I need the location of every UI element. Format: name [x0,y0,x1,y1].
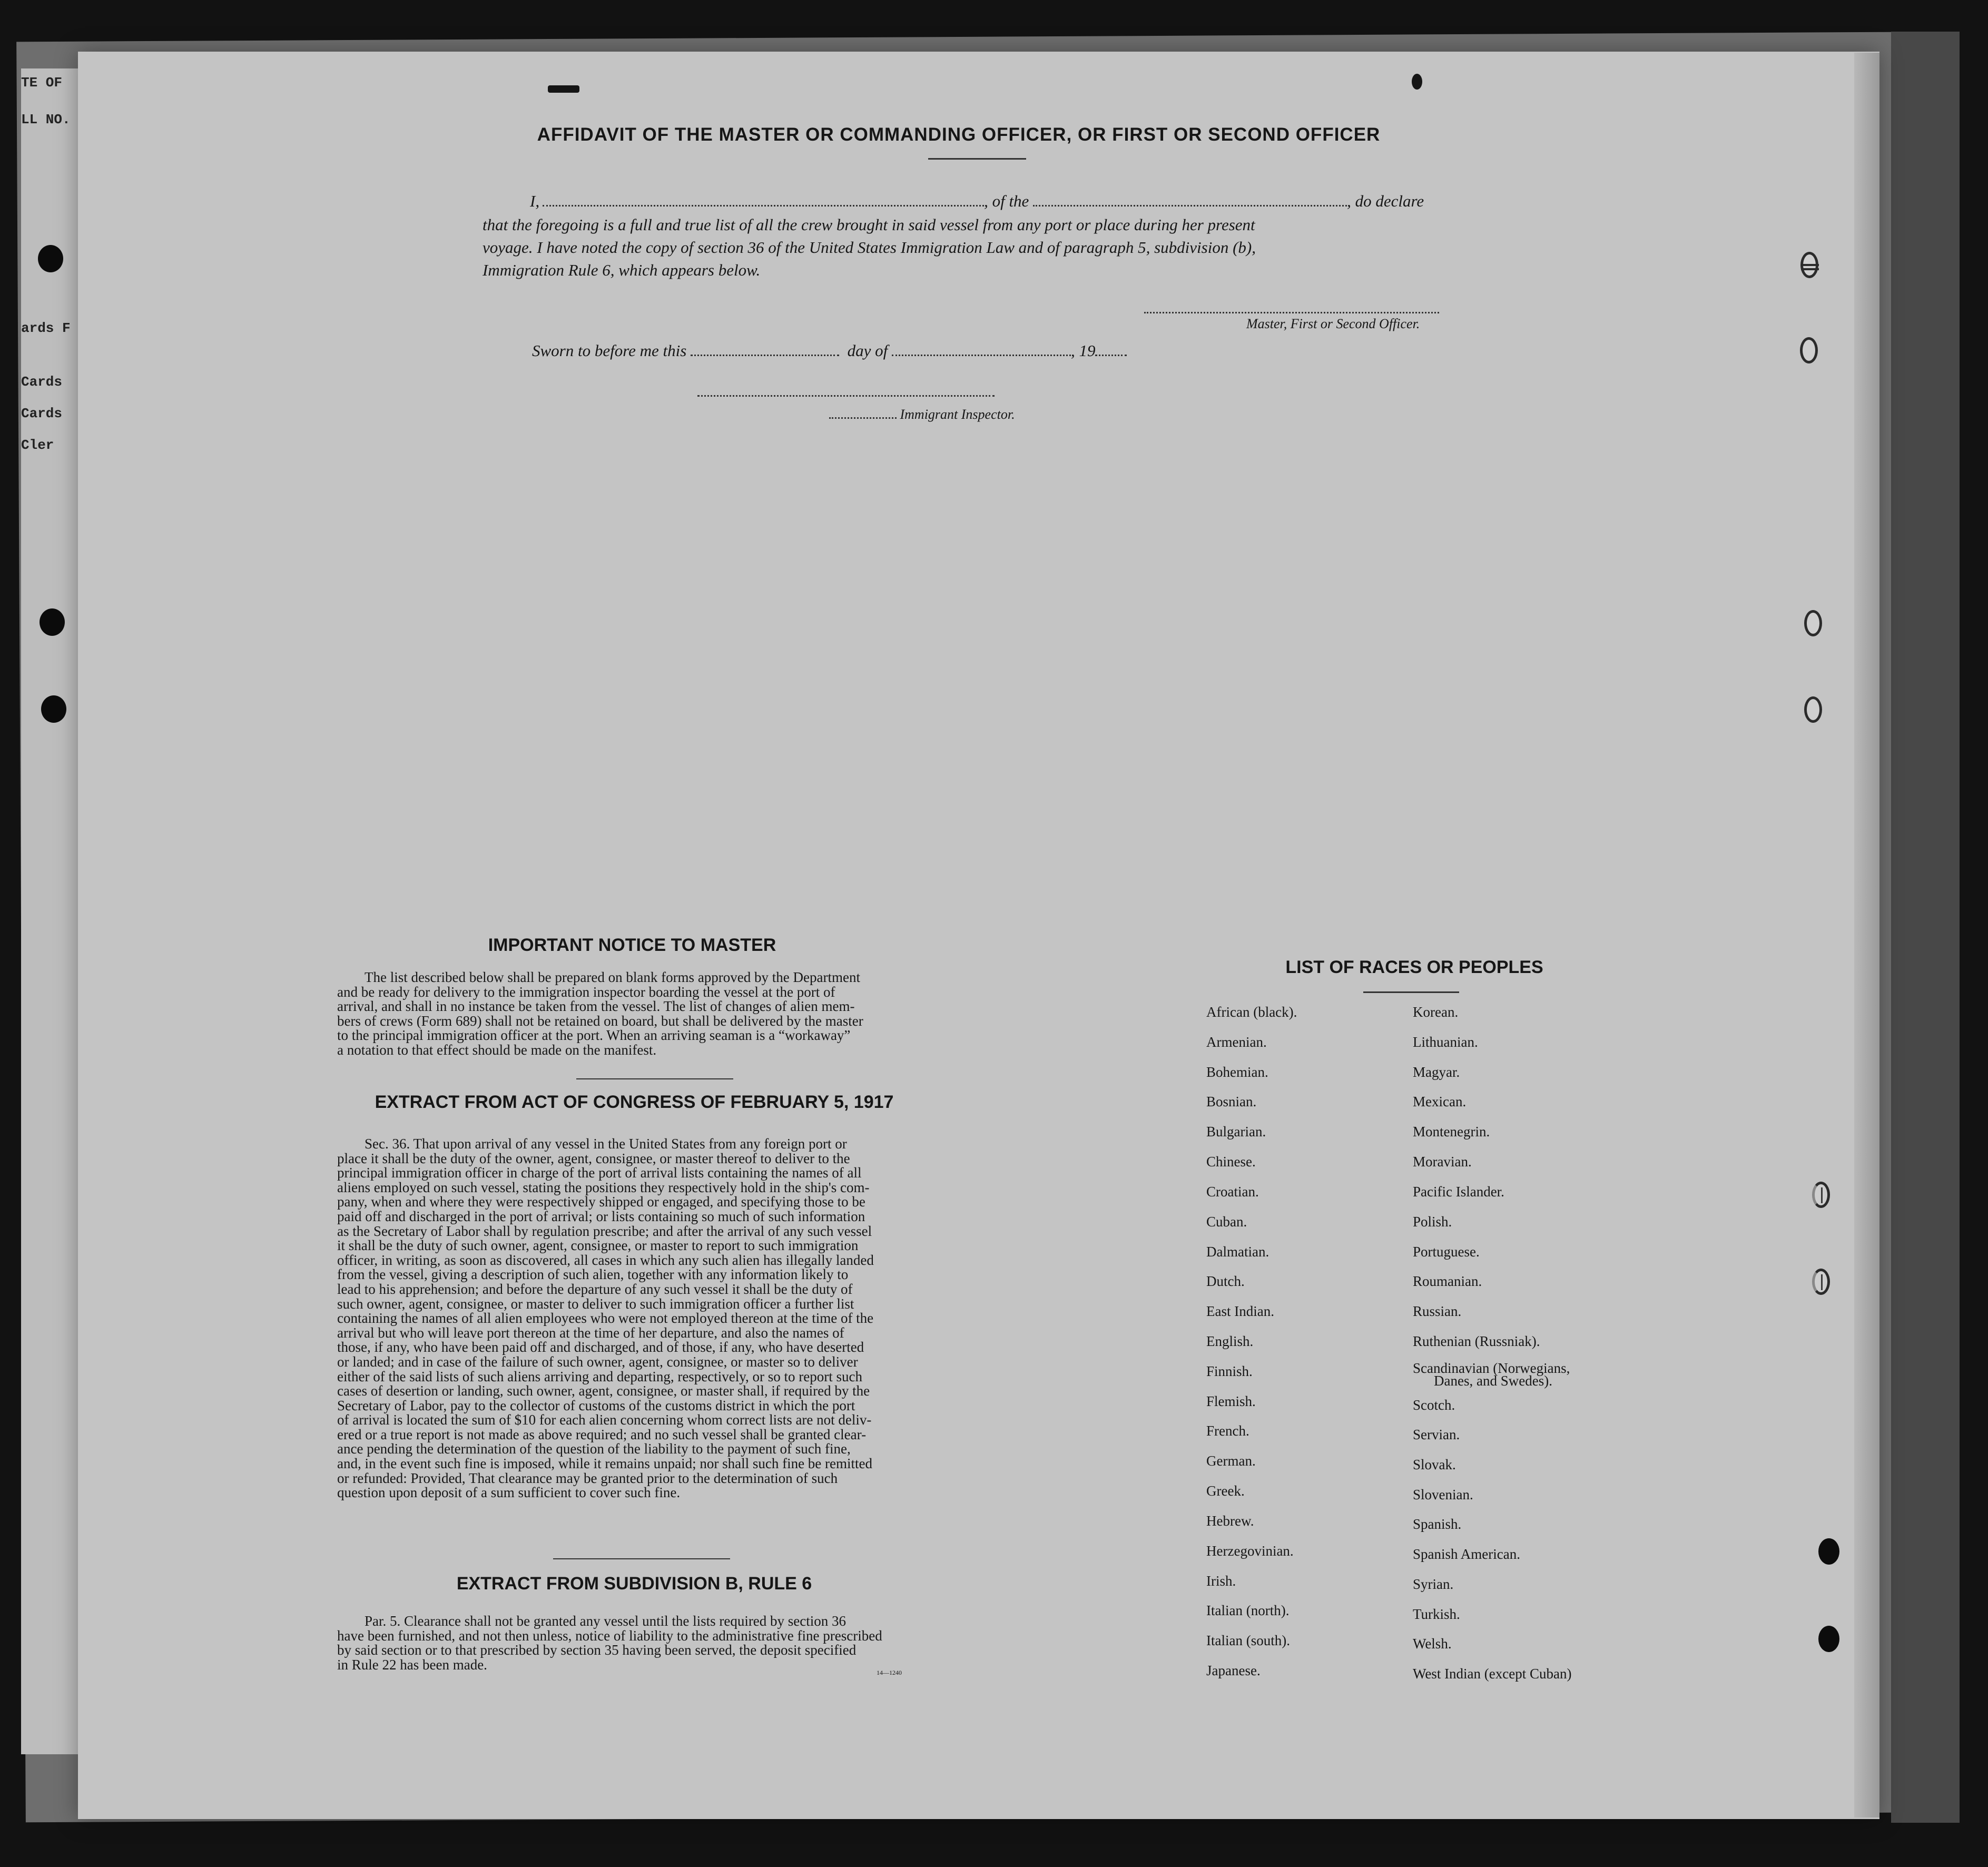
declare-label: , do declare [1347,192,1424,210]
rule6-line: have been furnished, and not then unless, notice of liability to the administrative fine prescribed [337,1627,882,1644]
act-line: it shall be the duty of such owner, agent, consignee, or master to report to such immigration [337,1237,859,1254]
ring-hole [1818,1538,1839,1565]
race-item: Pacific Islander. [1413,1184,1504,1200]
act-line: Secretary of Labor, pay to the collector of customs of the customs district in which the port [337,1397,855,1413]
declarant-name-blank [543,203,984,207]
act-line: as the Secretary of Labor shall by regulation prescribe; and after the arrival of any such vessel [337,1223,872,1239]
race-item: West Indian (except Cuban) [1413,1666,1572,1682]
race-item: Hebrew. [1206,1513,1254,1529]
race-item: Japanese. [1206,1663,1261,1678]
race-item: Bohemian. [1206,1064,1268,1080]
binder-strip [1891,32,1960,1823]
declaration-line-2: that the foregoing is a full and true list of all the crew brought in said vessel from any port or place during her present [483,215,1255,234]
ring-hole [1812,1269,1830,1295]
race-item: Spanish. [1413,1516,1462,1532]
act-line: or refunded: Provided, That clearance may be granted prior to the determination of such [337,1470,838,1486]
declaration-line-4: Immigration Rule 6, which appears below. [483,261,761,279]
race-item: Italian (south). [1206,1633,1290,1648]
ink-blot [548,85,579,93]
master-signature-caption: Master, First or Second Officer. [1246,316,1420,331]
month-blank [892,352,1071,356]
race-item: Bosnian. [1206,1094,1257,1109]
race-item: Herzegovinian. [1206,1543,1294,1559]
race-item: Italian (north). [1206,1603,1290,1618]
inspector-caption: Immigrant Inspector. [829,407,1015,422]
declaration-line-3: voyage. I have noted the copy of section 36 of the United States Immigration Law and of paragraph 5, subdivision (b), [483,238,1256,257]
race-item: Russian. [1413,1303,1462,1319]
race-item: Ruthenian (Russniak). [1413,1333,1540,1349]
edge-text: LL NO. [21,112,71,127]
act-line: paid off and discharged in the port of arrival; or lists containing so much of such information [337,1208,865,1224]
race-item: Bulgarian. [1206,1124,1266,1139]
race-item: French. [1206,1423,1249,1439]
race-item: Welsh. [1413,1636,1452,1652]
act-line: pany, when and where they were respectively shipped or engaged, and specifying those to be [337,1194,865,1210]
punch-hole [41,695,66,723]
races-title: LIST OF RACES OR PEOPLES [1285,957,1543,977]
act-line: lead to his apprehension; and before the departure of any such vessel it shall be the duty of [337,1281,853,1297]
edge-text: Cler [21,437,54,453]
notice-line: arrival, and shall in no instance be taken from the vessel. The list of changes of alien mem- [337,998,855,1015]
race-item: East Indian. [1206,1303,1274,1319]
race-item: Syrian. [1413,1576,1454,1592]
year-blank [1095,352,1127,356]
race-item: English. [1206,1333,1254,1349]
year-label: , 19 [1070,341,1096,360]
race-item: Montenegrin. [1413,1124,1490,1139]
vessel-name-blank [1033,203,1347,207]
act-line: principal immigration officer in charge of the port of arrival lists containing the names of all [337,1165,862,1181]
act-line: Sec. 36. That upon arrival of any vessel in the United States from any foreign port or [365,1136,847,1152]
inspector-signature-line [697,393,995,397]
race-item: Turkish. [1413,1606,1460,1622]
act-line: ance pending the determination of the question of the liability to the payment of such fine, [337,1441,851,1457]
act-line: cases of desertion or landing, such owner, agent, consignee, or master shall, if required by the [337,1383,870,1399]
ring-hole [1812,1182,1830,1208]
act-line: aliens employed on such vessel, stating the positions they respectively hold in the ship's com- [337,1179,870,1195]
ring-hole [1800,252,1818,278]
race-item: Moravian. [1413,1154,1472,1170]
edge-card [21,68,86,1754]
notice-title: IMPORTANT NOTICE TO MASTER [488,935,776,955]
act-line: question upon deposit of a sum sufficient to cover such fine. [337,1485,681,1501]
punch-hole [40,608,65,636]
notice-line: and be ready for delivery to the immigration inspector boarding the vessel at the port of [337,984,835,1000]
race-item: Korean. [1413,1004,1459,1020]
race-item: Greek. [1206,1483,1245,1499]
race-item: Armenian. [1206,1034,1267,1050]
race-item: Dutch. [1206,1273,1245,1289]
act-line: those, if any, who have been paid off and discharged, and of those, if any, who have deserted [337,1339,864,1355]
race-item: Roumanian. [1413,1273,1482,1289]
race-item: Flemish. [1206,1393,1256,1409]
act-line: ered or a true report is not made as above required; and no such vessel shall be granted clear- [337,1426,867,1442]
declarant-label: I, [530,192,540,210]
race-item: German. [1206,1453,1256,1469]
master-signature-line [1144,310,1439,313]
race-item: Lithuanian. [1413,1034,1478,1050]
page-edge [1854,53,1879,1817]
notice-line: to the principal immigration officer at the port. When an arriving seaman is a “workaway” [337,1027,851,1044]
act-line: such owner, agent, consignee, or master to deliver to such immigration officer a further list [337,1295,854,1312]
act-line: place it shall be the duty of the owner, agent, consignee, or master thereof to deliver to the [337,1150,850,1166]
act-line: either of the said lists of such aliens arriving and departing, respectively, or so to report such [337,1368,862,1384]
race-item: Irish. [1206,1573,1236,1589]
race-item: Servian. [1413,1427,1460,1442]
race-item: Polish. [1413,1214,1452,1230]
form-number: 14—1240 [877,1669,902,1676]
race-item: Scandinavian (Norwegians, [1413,1360,1570,1376]
title-rule [928,158,1026,160]
ring-hole [1818,1626,1839,1652]
rule6-line: Par. 5. Clearance shall not be granted any vessel until the lists required by section 36 [365,1613,847,1629]
race-item: Finnish. [1206,1363,1253,1379]
race-item: Scotch. [1413,1397,1455,1413]
race-item: Croatian. [1206,1184,1259,1200]
rule6-title: EXTRACT FROM SUBDIVISION B, RULE 6 [456,1574,812,1594]
notice-body [337,970,931,1058]
race-item: Cuban. [1206,1214,1247,1230]
act-line: and, in the event such fine is imposed, while it remains unpaid; nor shall such fine be remitted [337,1456,873,1472]
edge-text: Cards [21,406,63,421]
ring-hole [1800,337,1818,363]
rule6-line: in Rule 22 has been made. [337,1656,487,1673]
punch-hole [38,245,63,272]
ring-hole [1804,610,1822,636]
declaration-line-1 [530,192,1424,211]
act-line: from the vessel, giving a description of such alien, together with any information likely to [337,1266,849,1283]
sworn-line [532,341,1127,360]
day-of-label: day of [847,341,888,360]
affidavit-title: AFFIDAVIT OF THE MASTER OR COMMANDING OFFICER, OR FIRST OR SECOND OFFICER [537,124,1381,145]
rule6-body [337,1614,943,1672]
ink-blot [1412,74,1422,90]
race-item: Slovenian. [1413,1487,1473,1502]
edge-text: Cards [21,374,63,390]
section-rule [553,1558,730,1559]
notice-line: a notation to that effect should be made on the manifest. [337,1041,657,1058]
edge-text: TE OF [21,75,63,91]
races-title-rule [1363,991,1459,993]
race-item: Danes, and Swedes). [1434,1373,1552,1389]
rule6-line: by said section or to that prescribed by section 35 having been served, the deposit specified [337,1642,857,1658]
notice-line: bers of crews (Form 689) shall not be retained on board, but shall be delivered by the master [337,1013,863,1029]
act-body [337,1137,931,1500]
race-item: Dalmatian. [1206,1244,1269,1260]
ring-hole [1804,696,1822,723]
race-item: Magyar. [1413,1064,1460,1080]
race-item: Spanish American. [1413,1546,1520,1562]
edge-text: ards F [21,320,71,336]
act-line: arrival but who will leave port thereon at the time of her departure, and also the names of [337,1324,844,1341]
race-item: Slovak. [1413,1457,1456,1472]
act-title: EXTRACT FROM ACT OF CONGRESS OF FEBRUARY 5, 1917 [375,1092,894,1112]
race-item: Chinese. [1206,1154,1256,1170]
act-line: officer, in writing, as soon as discovered, all cases in which any such alien has illegally landed [337,1252,874,1268]
act-line: or landed; and in case of the failure of such owner, agent, consignee, or master so to deliver [337,1353,858,1370]
sworn-label: Sworn to before me this [532,341,687,360]
vessel-label: , of the [984,192,1029,210]
race-item: Mexican. [1413,1094,1467,1109]
section-rule [576,1078,733,1079]
day-blank [691,352,839,356]
race-item: Portuguese. [1413,1244,1480,1260]
act-line: containing the names of all alien employees who were not employed thereon at the time of the [337,1310,874,1326]
notice-line: The list described below shall be prepared on blank forms approved by the Department [365,969,860,985]
act-line: of arrival is located the sum of $10 for each alien concerning whom correct lists are not deliv- [337,1412,872,1428]
race-item: African (black). [1206,1004,1297,1020]
